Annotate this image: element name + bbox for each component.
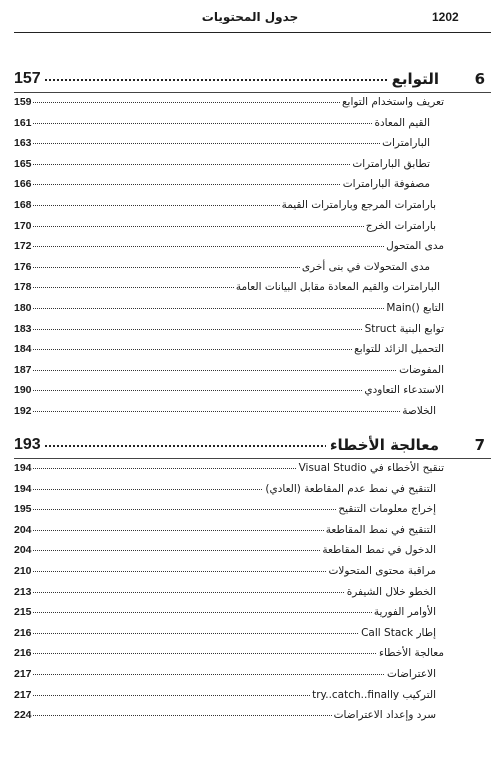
entry-title: توابع البنية Struct	[363, 320, 444, 338]
toc-entry[interactable]	[14, 500, 436, 518]
entry-title: الاعتراضات	[385, 665, 436, 683]
toc-entry[interactable]	[14, 361, 444, 379]
header-rule	[14, 32, 491, 33]
toc-entry[interactable]	[14, 299, 444, 317]
toc-entry[interactable]	[14, 624, 436, 642]
chapter-number: 7	[474, 436, 485, 454]
entry-page-number: 194	[14, 480, 33, 498]
toc-entry[interactable]	[14, 583, 436, 601]
dot-leader	[14, 143, 430, 144]
entry-title: تنقيح الأخطاء في Visual Studio	[297, 459, 444, 477]
toc-entry[interactable]	[14, 278, 440, 296]
entry-title: الاستدعاء التعاودي	[362, 381, 444, 399]
chapter-page-number: 157	[14, 70, 45, 88]
dot-leader	[14, 79, 439, 81]
entry-page-number: 195	[14, 500, 33, 518]
entry-page-number: 183	[14, 320, 33, 338]
entry-page-number: 180	[14, 299, 33, 317]
entry-title: مدى المتحولات في بنى أخرى	[300, 258, 430, 276]
running-header-title: جدول المحتويات	[201, 10, 299, 24]
entry-title: التنقيح في نمط المقاطعة	[324, 521, 436, 539]
toc-entry[interactable]	[14, 93, 444, 111]
toc-entry[interactable]	[14, 521, 436, 539]
toc-entry[interactable]	[14, 665, 436, 683]
entry-title: البارامترات	[380, 134, 430, 152]
dot-leader	[14, 674, 436, 675]
dot-leader	[14, 370, 444, 371]
chapter-title: التوابع	[388, 70, 439, 88]
entry-title: معالجة الأخطاء	[377, 644, 444, 662]
toc-entry[interactable]	[14, 155, 430, 173]
entry-page-number: 213	[14, 583, 33, 601]
entry-page-number: 163	[14, 134, 33, 152]
entry-page-number: 184	[14, 340, 33, 358]
entry-page-number: 210	[14, 562, 33, 580]
entry-title: مصفوفة البارامترات	[341, 175, 430, 193]
entry-title: تطابق البارامترات	[350, 155, 430, 173]
chapter-heading	[14, 434, 491, 458]
entry-title: إطار Call Stack	[359, 624, 436, 642]
entry-page-number: 217	[14, 665, 33, 683]
entry-title: الأوامر الفورية	[372, 603, 436, 621]
dot-leader	[14, 123, 430, 124]
entry-page-number: 204	[14, 521, 33, 539]
dot-leader	[14, 411, 436, 412]
toc-entry[interactable]	[14, 480, 436, 498]
entry-page-number: 176	[14, 258, 33, 276]
toc-entry[interactable]	[14, 644, 444, 662]
toc-entry[interactable]	[14, 114, 430, 132]
toc-entry[interactable]	[14, 603, 436, 621]
entry-title: المفوضات	[397, 361, 444, 379]
entry-page-number: 187	[14, 361, 33, 379]
entry-title: البارامترات والقيم المعادة مقابل البيانات العامة	[234, 278, 440, 296]
entry-page-number: 215	[14, 603, 33, 621]
entry-title: مراقبة محتوى المتحولات	[327, 562, 436, 580]
chapter-title: معالجة الأخطاء	[326, 436, 439, 454]
dot-leader	[14, 308, 444, 309]
entry-page-number: 190	[14, 381, 33, 399]
entry-page-number: 192	[14, 402, 33, 420]
toc-entry[interactable]	[14, 541, 436, 559]
entry-page-number: 165	[14, 155, 33, 173]
entry-title: القيم المعادة	[372, 114, 430, 132]
entry-title: التحميل الزائد للتوابع	[352, 340, 444, 358]
toc-entry[interactable]	[14, 686, 436, 704]
entry-page-number: 194	[14, 459, 33, 477]
chapter-page-number: 193	[14, 436, 45, 454]
toc-entry[interactable]	[14, 706, 436, 724]
entry-page-number: 204	[14, 541, 33, 559]
entry-page-number: 178	[14, 278, 33, 296]
entry-title: سرد وإعداد الاعتراضات	[332, 706, 436, 724]
page-number: 1202	[432, 10, 459, 24]
entry-title: الدخول في نمط المقاطعة	[320, 541, 436, 559]
toc-entry[interactable]	[14, 459, 444, 477]
entry-page-number: 216	[14, 644, 33, 662]
entry-page-number: 172	[14, 237, 33, 255]
toc-entry[interactable]	[14, 217, 436, 235]
entry-page-number: 216	[14, 624, 33, 642]
toc-entry[interactable]	[14, 562, 436, 580]
entry-title: بارامترات الخرج	[364, 217, 436, 235]
toc-entry[interactable]	[14, 381, 444, 399]
entry-page-number: 224	[14, 706, 33, 724]
entry-title: الخلاصة	[400, 402, 436, 420]
toc-entry[interactable]	[14, 258, 430, 276]
entry-page-number: 166	[14, 175, 33, 193]
toc-entry[interactable]	[14, 175, 430, 193]
dot-leader	[14, 246, 444, 247]
entry-title: مدى المتحول	[384, 237, 444, 255]
entry-page-number: 161	[14, 114, 33, 132]
entry-title: التركيب try..catch..finally	[310, 686, 436, 704]
entry-title: إخراج معلومات التنقيح	[336, 500, 436, 518]
entry-page-number: 217	[14, 686, 33, 704]
chapter-number: 6	[474, 70, 485, 88]
entry-title: التنقيح في نمط عدم المقاطعة (العادي)	[263, 480, 436, 498]
entry-title: بارامترات المرجع وبارامترات القيمة	[280, 196, 436, 214]
entry-page-number: 170	[14, 217, 33, 235]
toc-entry[interactable]	[14, 402, 436, 420]
toc-entry[interactable]	[14, 196, 436, 214]
toc-entry[interactable]	[14, 340, 444, 358]
chapter-heading	[14, 68, 491, 92]
entry-page-number: 159	[14, 93, 33, 111]
toc-entry[interactable]	[14, 237, 444, 255]
entry-title: تعريف واستخدام التوابع	[340, 93, 444, 111]
entry-page-number: 168	[14, 196, 33, 214]
entry-title: الخطو خلال الشيفرة	[345, 583, 436, 601]
entry-title: التابع ()Main	[384, 299, 444, 317]
toc-entry[interactable]	[14, 134, 430, 152]
toc-entry[interactable]	[14, 320, 444, 338]
